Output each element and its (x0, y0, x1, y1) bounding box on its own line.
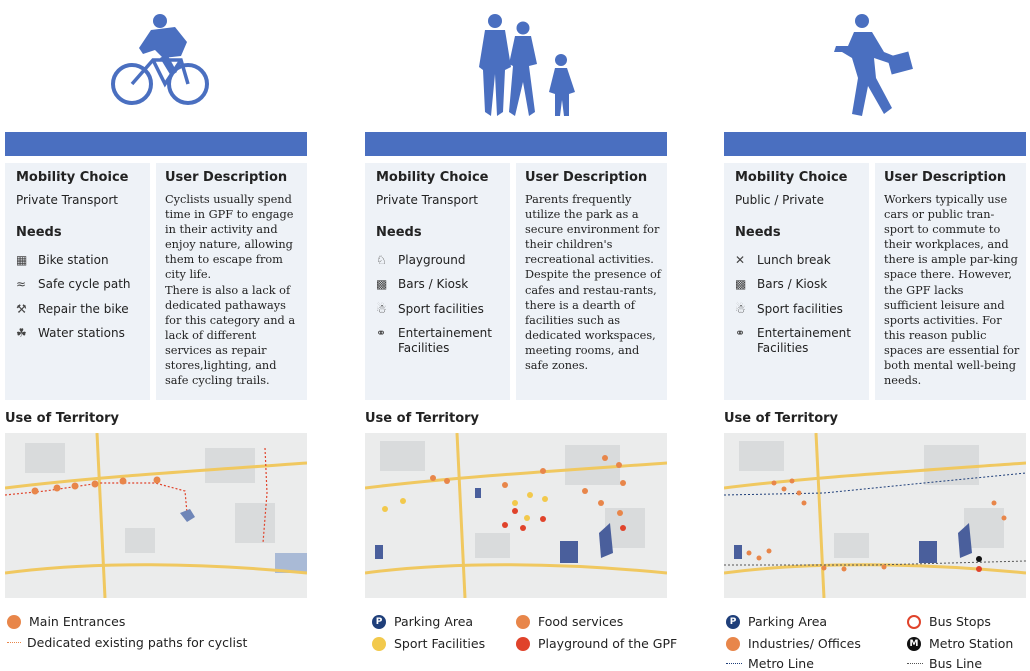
mobility-panel (5, 163, 150, 400)
need-item: ⚭ Entertainement Facilities (735, 326, 851, 355)
need-item: ▩ Bars / Kiosk (735, 277, 828, 291)
entertainment-icon: ⚭ (376, 326, 387, 340)
bike-station-icon: ▦ (16, 253, 28, 267)
legend-item: P Parking Area (726, 614, 827, 629)
main-entrance-marker (7, 615, 21, 629)
legend-item: M Metro Station (907, 636, 1013, 651)
user-description: Workers typically use cars or public tran-sport to commute to their workplaces, and there is ample par-king space there. However, the GPF lacks sufficient leisure and sports activities. For this reason public spaces are essential for both mental well-being needs. (884, 193, 1020, 388)
entertainment-icon: ⚭ (735, 326, 746, 340)
mobility-heading: Mobility Choice (735, 170, 848, 185)
legend-item: Bus Stops (907, 614, 991, 629)
territory-map (5, 433, 307, 598)
playground-marker (516, 637, 530, 651)
metro-station-icon: M (907, 637, 921, 651)
metro-line-marker (726, 663, 742, 664)
lunch-icon: ✕ (735, 253, 746, 267)
need-item: ☘ Water stations (16, 326, 125, 340)
needs-heading: Needs (16, 225, 62, 240)
kiosk-icon: ▩ (376, 277, 388, 291)
playground-icon: ♘ (376, 253, 387, 267)
needs-heading: Needs (376, 225, 422, 240)
need-item: ⚒ Repair the bike (16, 302, 129, 316)
mobility-value: Private Transport (16, 193, 118, 207)
sport-icon: ☃ (735, 302, 746, 316)
legend-item: Metro Line (726, 656, 814, 671)
description-heading: User Description (525, 170, 648, 185)
column-family (365, 0, 678, 670)
mobility-heading: Mobility Choice (376, 170, 489, 185)
legend-item: Dedicated existing paths for cyclist (7, 635, 247, 650)
kiosk-icon: ▩ (735, 277, 747, 291)
header-bar (724, 132, 1026, 156)
bus-stop-icon (907, 615, 921, 629)
sport-marker (372, 637, 386, 651)
industry-marker (726, 637, 740, 651)
legend-item: P Parking Area (372, 614, 473, 629)
legend-item: Bus Line (907, 656, 982, 671)
parking-icon: P (372, 615, 386, 629)
need-item: ☃ Sport facilities (735, 302, 843, 316)
family-figure (365, 12, 667, 127)
cycle-path-marker (7, 642, 21, 643)
need-item: ▦ Bike station (16, 253, 109, 267)
need-item: ☃ Sport facilities (376, 302, 484, 316)
food-marker (516, 615, 530, 629)
need-item: ✕ Lunch break (735, 253, 831, 267)
territory-heading: Use of Territory (5, 411, 120, 426)
user-description: Cyclists usually spend time in GPF to engage in their activity and enjoy nature, allowing them to escape from city life. There is also a lack of dedicated pathaways for this category and a lack of different services as repair stores,lighting, and safe cycling trails. (165, 193, 296, 388)
description-heading: User Description (884, 170, 1007, 185)
description-panel (156, 163, 307, 400)
territory-map (365, 433, 667, 598)
column-worker (724, 0, 1026, 670)
parking-icon: P (726, 615, 740, 629)
bus-line-marker (907, 663, 923, 664)
worker-figure (724, 12, 1026, 127)
cycle-path-icon: ≈ (16, 277, 27, 291)
legend-item: Main Entrances (7, 614, 125, 629)
territory-heading: Use of Territory (724, 411, 839, 426)
mobility-panel (365, 163, 510, 400)
header-bar (5, 132, 307, 156)
mobility-value: Public / Private (735, 193, 825, 207)
header-bar (365, 132, 667, 156)
need-item: ▩ Bars / Kiosk (376, 277, 469, 291)
description-panel (516, 163, 667, 400)
mobility-heading: Mobility Choice (16, 170, 129, 185)
legend-item: Industries/ Offices (726, 636, 861, 651)
repair-icon: ⚒ (16, 302, 27, 316)
water-icon: ☘ (16, 326, 27, 340)
legend-item: Sport Facilities (372, 636, 485, 651)
sport-icon: ☃ (376, 302, 387, 316)
user-description: Parents frequently utilize the park as a secure environment for their children's recreational activities. Despite the presence of cafes and restau-rants, there is a dearth of facilities such as dedicated workspaces, meeting rooms, and safe zones. (525, 193, 661, 373)
needs-heading: Needs (735, 225, 781, 240)
legend-item: Food services (516, 614, 623, 629)
need-item: ⚭ Entertainement Facilities (376, 326, 492, 355)
territory-heading: Use of Territory (365, 411, 480, 426)
legend-item: Playground of the GPF (516, 636, 677, 651)
column-cyclist (5, 0, 307, 670)
cyclist-figure (5, 12, 307, 127)
mobility-value: Private Transport (376, 193, 478, 207)
territory-map (724, 433, 1026, 598)
mobility-panel (724, 163, 869, 400)
need-item: ≈ Safe cycle path (16, 277, 131, 291)
need-item: ♘ Playground (376, 253, 466, 267)
description-heading: User Description (165, 170, 288, 185)
description-panel (875, 163, 1026, 400)
